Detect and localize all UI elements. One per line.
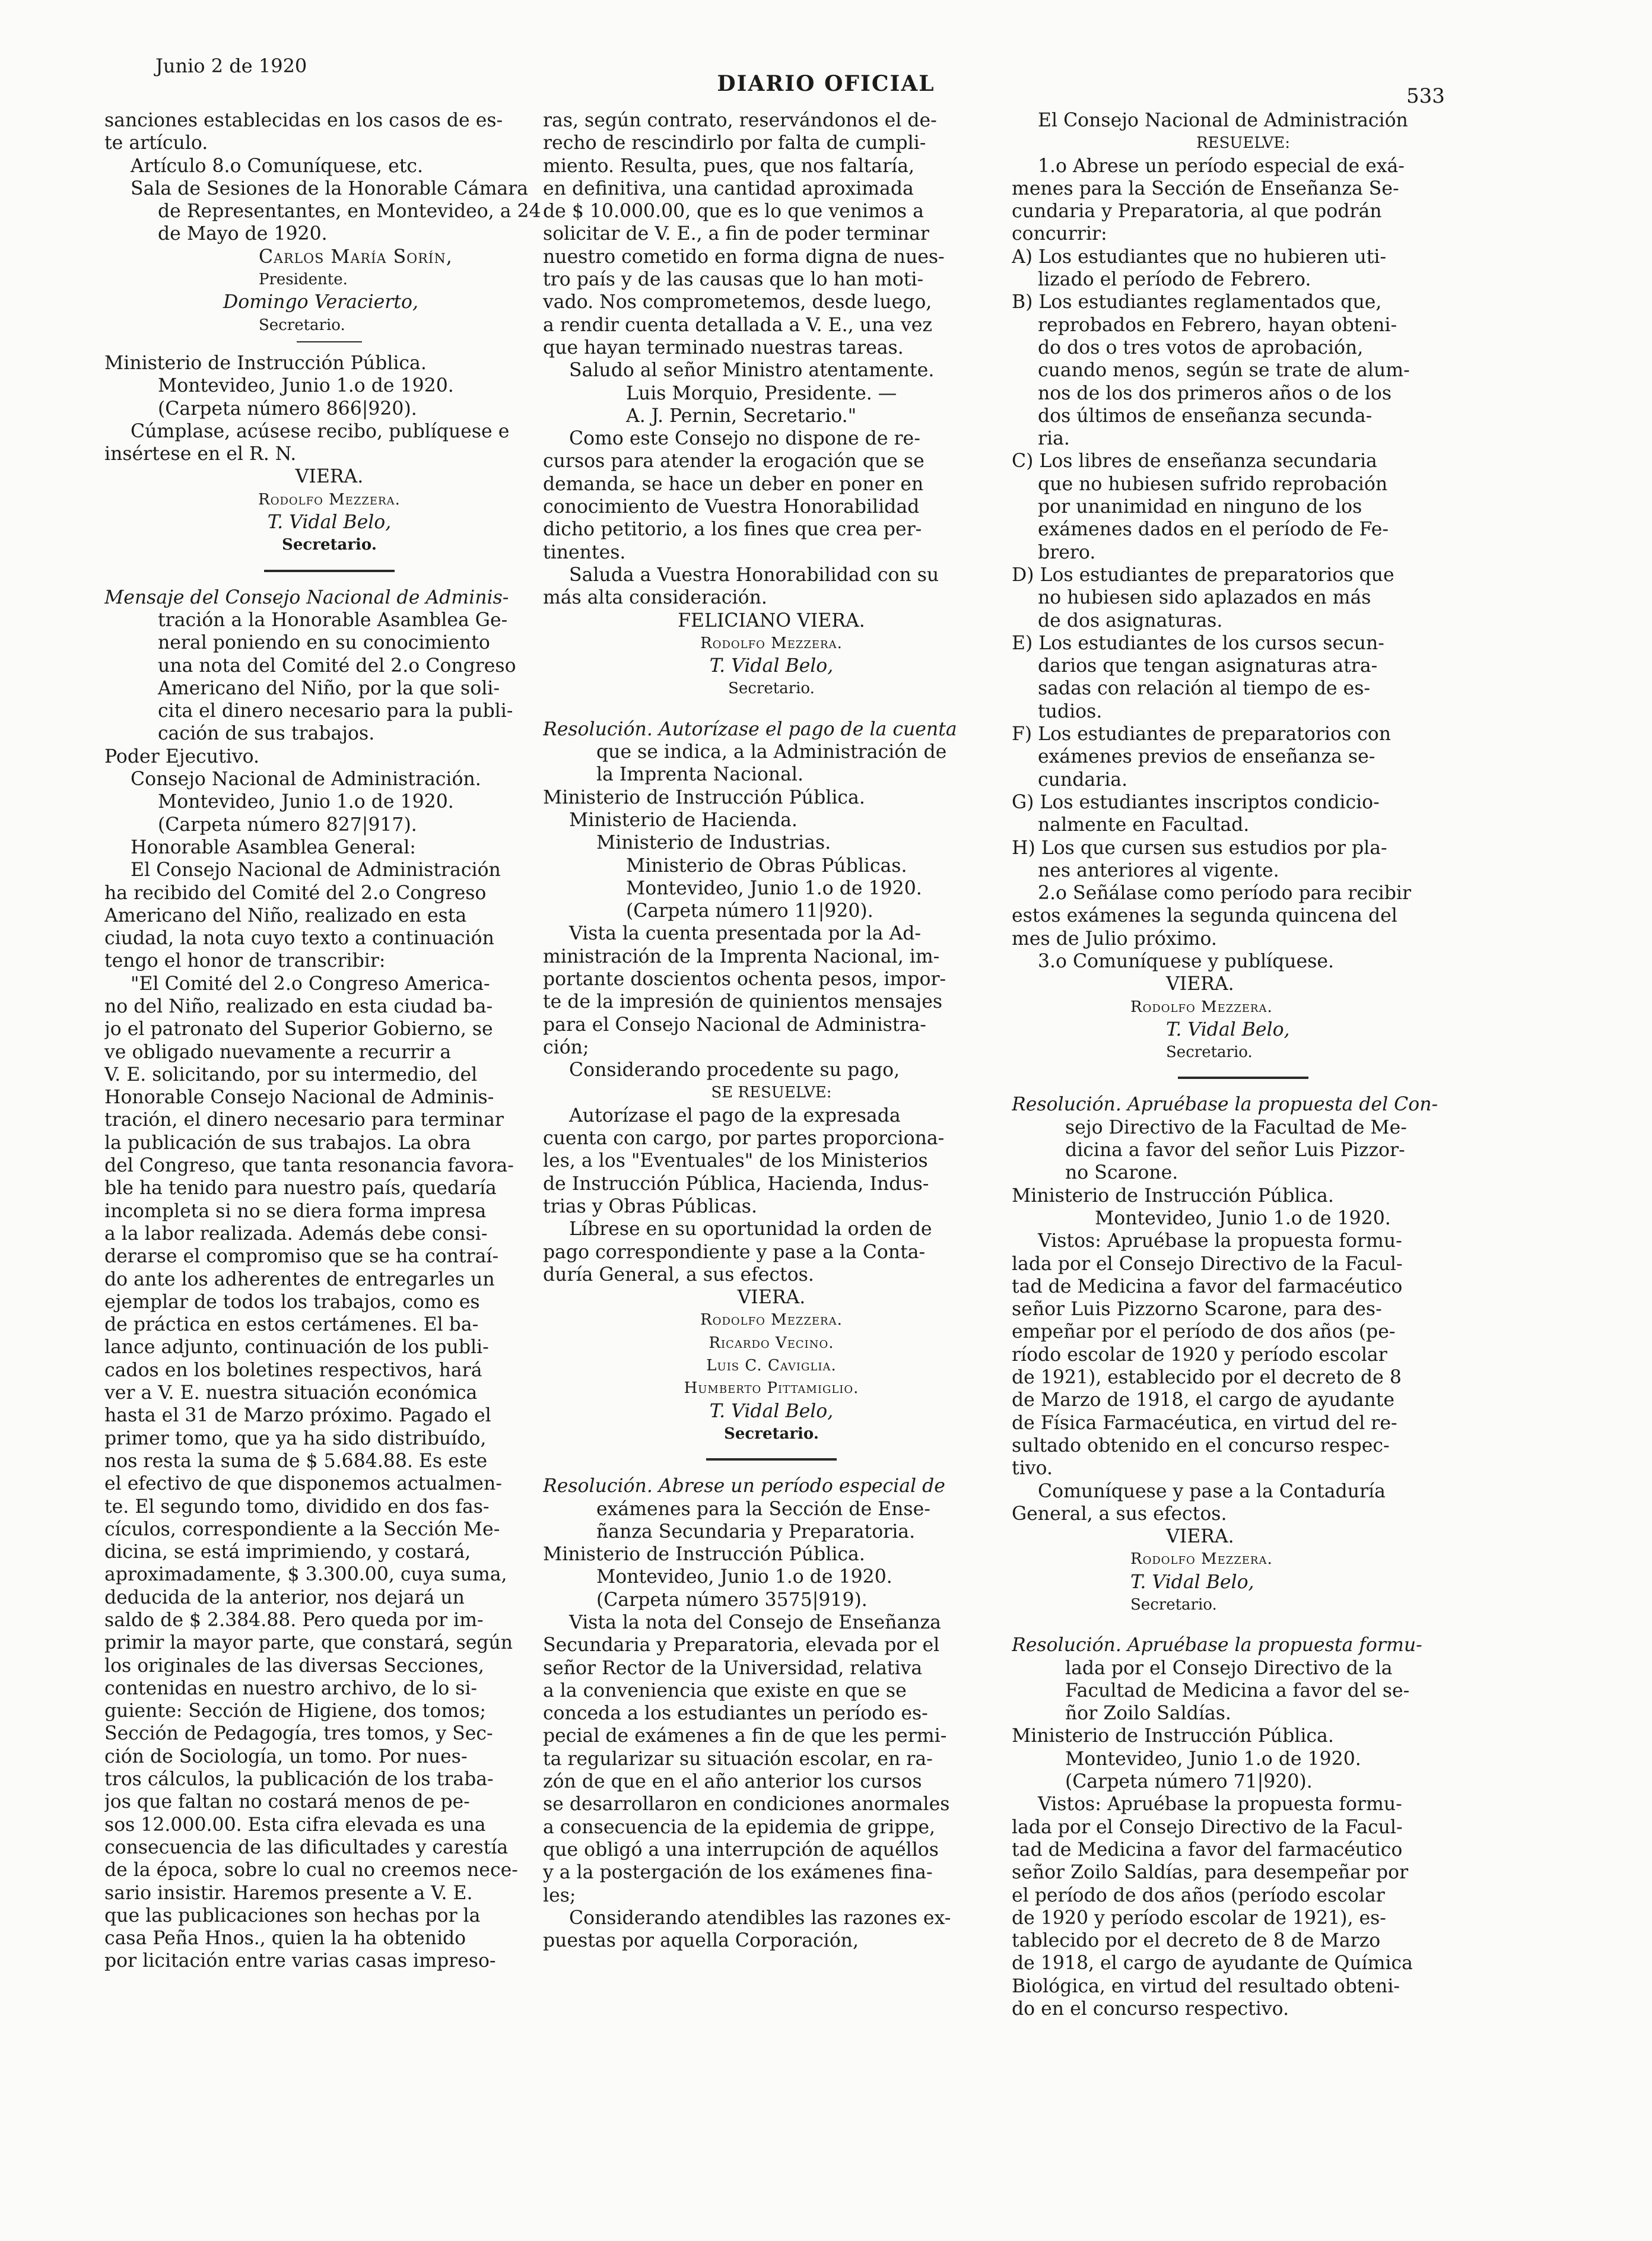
text-line: ejemplar de todos los trabajos, como es: [104, 1291, 480, 1313]
text-line: tración a la Honorable Asamblea Ge-: [158, 609, 508, 631]
text-line: Luis Morquio, Presidente. —: [626, 382, 897, 404]
text-line: señor Luis Pizzorno Scarone, para des-: [1012, 1299, 1382, 1321]
text-line: cundaria.: [1038, 769, 1128, 791]
text-line: Saluda a Vuestra Honorabilidad con su: [569, 564, 939, 586]
masthead-title: DIARIO OFICIAL: [717, 71, 935, 96]
text-line: Honorable Consejo Nacional de Adminis-: [104, 1087, 494, 1109]
text-line: Secretario.: [724, 1424, 819, 1443]
text-line: jo el patronato del Superior Gobierno, se: [104, 1018, 493, 1040]
text-line: empeñar por el período de dos años (pe-: [1012, 1321, 1396, 1343]
text-line: sultado obtenido en el concurso respec-: [1012, 1434, 1390, 1456]
text-line: hasta el 31 de Marzo próximo. Pagado el: [104, 1405, 491, 1427]
page-number: 533: [1406, 84, 1445, 108]
text-line: ble ha tenido para nuestro país, quedaría: [104, 1177, 497, 1199]
text-line: los originales de las diversas Secciones,: [104, 1655, 484, 1677]
text-line: que obligó a una interrupción de aquéllos: [543, 1839, 939, 1861]
text-line: ñanza Secundaria y Preparatoria.: [596, 1521, 916, 1542]
text-line: ríodo escolar de 1920 y período escolar: [1012, 1344, 1387, 1366]
text-line: la publicación de sus trabajos. La obra: [104, 1132, 471, 1154]
text-line: guiente: Sección de Higiene, dos tomos;: [104, 1700, 486, 1722]
section-spacer: [1012, 1616, 1475, 1634]
text-line: neral poniendo en su conocimiento: [158, 632, 490, 654]
text-line: Ministerio de Instrucción Pública.: [543, 1544, 865, 1566]
text-line: Secretario.: [282, 536, 377, 554]
text-line: F) Los estudiantes de preparatorios con: [1012, 723, 1392, 745]
text-line: cuando menos, según se trate de alum-: [1038, 360, 1410, 382]
text-line: estos exámenes la segunda quincena del: [1012, 905, 1397, 927]
text-line: brero.: [1038, 541, 1096, 563]
text-line: ver a V. E. nuestra situación económica: [104, 1382, 478, 1404]
text-line: primir la mayor parte, que constará, según: [104, 1632, 513, 1654]
text-line: Ricardo Vecino.: [709, 1334, 834, 1352]
text-line: Americano del Niño, realizado en esta: [104, 904, 467, 926]
text-line: 2.o Señálase como período para recibir: [1038, 883, 1412, 904]
text-line: Rodolfo Mezzera.: [700, 1311, 843, 1329]
text-line: Resolución. Autorízase el pago de la cuenta: [543, 718, 957, 740]
text-line: tros cálculos, la publicación de los traba-: [104, 1769, 494, 1791]
text-line: incompleta si no se diera forma impresa: [104, 1200, 487, 1222]
text-line: saldo de $ 2.384.88. Pero queda por im-: [104, 1610, 484, 1631]
text-line: tro país y de las causas que lo han moti-: [543, 269, 924, 291]
text-line: el período de dos años (período escolar: [1012, 1884, 1385, 1906]
text-line: de 1918, el cargo de ayudante de Química: [1012, 1953, 1413, 1975]
text-line: nos de los dos primeros años o de los: [1038, 382, 1392, 404]
text-line: Ministerio de Industrias.: [596, 832, 831, 854]
text-line: por licitación entre varias casas impreso-: [104, 1950, 496, 1972]
text-line: recho de rescindirlo por falta de cumpli-: [543, 132, 926, 154]
text-line: aproximadamente, $ 3.300.00, cuya suma,: [104, 1564, 507, 1586]
text-line: "El Comité del 2.o Congreso America-: [131, 973, 490, 995]
text-line: de 1920 y período escolar de 1921), es-: [1012, 1907, 1386, 1929]
text-line: cados en los boletines respectivos, hará: [104, 1359, 482, 1381]
text-line: A. J. Pernin, Secretario.": [626, 405, 857, 427]
text-line: Secretario.: [1130, 1596, 1217, 1614]
text-line: (Carpeta número 827|917).: [158, 814, 417, 836]
text-line: no hubiesen sido aplazados en más: [1038, 587, 1371, 609]
text-line: Líbrese en su oportunidad la orden de: [569, 1218, 932, 1240]
text-line: que hayan terminado nuestras tareas.: [543, 337, 904, 358]
text-line: puestas por aquella Corporación,: [543, 1930, 859, 1952]
text-line: Domingo Veracierto,: [223, 291, 418, 313]
text-line: consecuencia de las dificultades y carestía: [104, 1836, 509, 1858]
text-line: una nota del Comité del 2.o Congreso: [158, 655, 516, 677]
text-line: ción de Sociología, un tomo. Por nues-: [104, 1745, 468, 1767]
text-line: Resolución. Abrese un período especial de: [543, 1475, 945, 1497]
text-line: de Física Farmacéutica, en virtud del re-: [1012, 1412, 1397, 1434]
text-line: lada por el Consejo Directivo de la: [1065, 1657, 1393, 1679]
text-line: Mensaje del Consejo Nacional de Adminis-: [104, 586, 509, 608]
text-line: Luis C. Caviglia.: [706, 1357, 837, 1375]
text-line: conceda a los estudiantes un período es-: [543, 1703, 928, 1725]
text-line: vado. Nos comprometemos, desde luego,: [543, 291, 932, 313]
text-line: reprobados en Febrero, hayan obteni-: [1038, 314, 1397, 336]
issue-date: Junio 2 de 1920: [155, 55, 307, 77]
text-line: Montevideo, Junio 1.o de 1920.: [158, 375, 454, 397]
text-line: tudios.: [1038, 700, 1103, 722]
text-line: sejo Directivo de la Facultad de Me-: [1065, 1116, 1407, 1138]
text-line: te de la impresión de quinientos mensajes: [543, 991, 943, 1013]
text-line: miento. Resulta, pues, que nos faltaría,: [543, 155, 915, 177]
text-line: VIERA.: [737, 1287, 806, 1309]
text-line: pago correspondiente y pase a la Conta-: [543, 1241, 926, 1263]
text-line: trias y Obras Públicas.: [543, 1195, 757, 1217]
text-line: sario insistir. Haremos presente a V. E.: [104, 1882, 473, 1904]
text-line: les, a los "Eventuales" de los Ministerios: [543, 1150, 928, 1172]
text-line: a rendir cuenta detallada a V. E., una vez: [543, 314, 933, 336]
column-right: [1012, 109, 1475, 2020]
text-line: dicina, se está imprimiendo, y costará,: [104, 1541, 471, 1563]
text-line: nalmente en Facultad.: [1038, 814, 1250, 836]
text-line: te. El segundo tomo, dividido en dos fas-: [104, 1496, 490, 1518]
text-line: (Carpeta número 71|920).: [1065, 1771, 1313, 1793]
text-line: Considerando atendibles las razones ex-: [569, 1907, 951, 1929]
text-line: Cúmplase, acúsese recibo, publíquese e: [131, 420, 510, 442]
text-line: Sala de Sesiones de la Honorable Cámara: [131, 177, 529, 199]
section-divider: [297, 341, 362, 342]
text-line: Consejo Nacional de Administración.: [131, 769, 481, 791]
text-line: señor Rector de la Universidad, relativa: [543, 1657, 923, 1679]
text-line: Resolución. Apruébase la propuesta del Con-: [1012, 1094, 1438, 1116]
text-line: en definitiva, una cantidad aproximada: [543, 177, 914, 199]
text-line: cundaria y Preparatoria, al que podrán: [1012, 201, 1382, 223]
text-line: Comuníquese y pase a la Contaduría: [1038, 1480, 1386, 1502]
text-line: Rodolfo Mezzera.: [258, 490, 401, 509]
text-line: contenidas en nuestro archivo, de lo si-: [104, 1677, 478, 1699]
text-line: Carlos María Sorín,: [259, 246, 453, 268]
text-line: 1.o Abrese un período especial de exá-: [1038, 155, 1405, 177]
text-line: Presidente.: [259, 271, 348, 289]
text-line: VIERA.: [1166, 1526, 1234, 1548]
text-line: Ministerio de Instrucción Pública.: [104, 352, 427, 374]
text-line: pecial de exámenes a fin de que les permi-: [543, 1725, 947, 1747]
text-line: ria.: [1038, 428, 1070, 450]
text-line: Humberto Pittamiglio.: [684, 1379, 859, 1398]
text-line: cación de sus trabajos.: [158, 723, 375, 745]
text-line: V. E. solicitando, por su intermedio, del: [104, 1064, 478, 1085]
text-line: señor Zoilo Saldías, para desempeñar por: [1012, 1862, 1409, 1884]
text-line: VIERA.: [295, 466, 364, 488]
text-line: sanciones establecidas en los casos de es-: [104, 110, 503, 131]
text-line: FELICIANO VIERA.: [678, 610, 865, 631]
text-line: ras, según contrato, reservándonos el de-: [543, 110, 937, 131]
text-line: derarse el compromiso que se ha contraí-: [104, 1246, 499, 1268]
text-line: duría General, a sus efectos.: [543, 1264, 814, 1285]
section-spacer: [543, 700, 1000, 718]
text-line: lance adjunto, continuación de los publi-: [104, 1337, 489, 1358]
text-line: Ministerio de Instrucción Pública.: [543, 786, 865, 808]
text-line: (Carpeta número 3575|919).: [596, 1589, 868, 1611]
text-line: T. Vidal Belo,: [267, 512, 392, 534]
text-line: sadas con relación al tiempo de es-: [1038, 678, 1371, 700]
column-middle: [543, 109, 1000, 1952]
text-line: primer tomo, que ya ha sido distribuído,: [104, 1427, 487, 1449]
text-line: ción;: [543, 1036, 589, 1058]
text-line: exámenes para la Sección de Ense-: [596, 1498, 930, 1520]
text-line: que se indica, a la Administración de: [596, 741, 947, 763]
text-line: tad de Medicina a favor del farmacéutico: [1012, 1839, 1403, 1861]
text-line: darios que tengan asignaturas atra-: [1038, 655, 1378, 677]
text-line: RESUELVE:: [1196, 134, 1290, 153]
text-line: ha recibido del Comité del 2.o Congreso: [104, 882, 487, 904]
text-line: Americano del Niño, por la que soli-: [158, 677, 500, 699]
text-line: do en el concurso respectivo.: [1012, 1998, 1289, 2020]
text-line: demanda, se hace un deber en poner en: [543, 473, 924, 495]
text-line: Resolución. Apruébase la propuesta formu-: [1012, 1634, 1422, 1656]
column-left: [104, 109, 554, 1973]
text-line: T. Vidal Belo,: [1130, 1571, 1254, 1593]
text-line: sos 12.000.00. Esta cifra elevada es una: [104, 1814, 486, 1836]
text-line: solicitar de V. E., a fin de poder terminar: [543, 223, 929, 245]
text-line: B) Los estudiantes reglamentados que,: [1012, 291, 1382, 313]
text-line: do ante los adherentes de entregarles un: [104, 1268, 495, 1290]
text-line: de Instrucción Pública, Hacienda, Indus-: [543, 1173, 929, 1195]
text-line: de $ 10.000.00, que es lo que venimos a: [543, 201, 924, 223]
text-line: Montevideo, Junio 1.o de 1920.: [158, 791, 454, 813]
text-line: concurrir:: [1012, 223, 1107, 245]
text-line: menes para la Sección de Enseñanza Se-: [1012, 177, 1399, 199]
text-line: General, a sus efectos.: [1012, 1503, 1227, 1525]
text-line: tración, el dinero necesario para terminar: [104, 1109, 504, 1131]
text-line: ve obligado nuevamente a recurrir a: [104, 1041, 452, 1063]
text-line: El Consejo Nacional de Administración: [131, 859, 501, 881]
text-line: Biológica, en virtud del resultado obteni-: [1012, 1975, 1400, 1997]
text-line: lada por el Consejo Directivo de la Facul-: [1012, 1816, 1403, 1838]
section-divider: [706, 1458, 837, 1461]
text-line: Vistos: Apruébase la propuesta formu-: [1038, 1794, 1402, 1815]
text-line: VIERA.: [1166, 973, 1234, 995]
text-line: tivo.: [1012, 1458, 1053, 1480]
text-line: de Representantes, en Montevideo, a 24: [158, 201, 541, 223]
text-line: dos últimos de enseñanza secunda-: [1038, 405, 1373, 427]
text-line: Montevideo, Junio 1.o de 1920.: [626, 877, 922, 899]
text-line: Sección de Pedagogía, tres tomos, y Sec-: [104, 1723, 493, 1745]
text-line: no del Niño, realizado en esta ciudad ba-: [104, 995, 493, 1017]
text-line: SE RESUELVE:: [711, 1084, 832, 1102]
text-line: Rodolfo Mezzera.: [700, 634, 843, 652]
text-line: para el Consejo Nacional de Administra-: [543, 1014, 926, 1036]
text-line: A) Los estudiantes que no hubieren uti-: [1012, 246, 1387, 268]
text-line: 3.o Comuníquese y publíquese.: [1038, 950, 1335, 972]
text-line: T. Vidal Belo,: [709, 655, 834, 677]
text-line: la Imprenta Nacional.: [596, 764, 803, 786]
text-line: a la labor realizada. Además debe consi-: [104, 1223, 488, 1245]
text-line: ñor Zoilo Saldías.: [1065, 1703, 1231, 1725]
text-line: Honorable Asamblea General:: [131, 836, 416, 858]
section-divider: [1178, 1077, 1308, 1079]
text-line: mes de Julio próximo.: [1012, 928, 1217, 950]
text-line: G) Los estudiantes inscriptos condicio-: [1012, 791, 1380, 813]
text-line: El Consejo Nacional de Administración: [1038, 110, 1408, 131]
text-line: deducida de la anterior, nos dejará un: [104, 1586, 465, 1608]
text-line: cículos, correspondiente a la Sección Me-: [104, 1518, 500, 1540]
text-line: de 1921), establecido por el decreto de 8: [1012, 1367, 1402, 1389]
text-line: tablecido por el decreto de 8 de Marzo: [1012, 1930, 1381, 1952]
text-line: cuenta con cargo, por partes proporciona-: [543, 1128, 945, 1150]
text-line: zón de que en el año anterior los cursos: [543, 1771, 922, 1793]
text-line: a la conveniencia que existe en que se: [543, 1680, 907, 1702]
text-line: E) Los estudiantes de los cursos secun-: [1012, 632, 1384, 654]
text-line: Considerando procedente su pago,: [569, 1059, 900, 1081]
text-line: Ministerio de Instrucción Pública.: [1012, 1725, 1334, 1747]
text-line: ciudad, la nota cuyo texto a continuación: [104, 928, 494, 950]
text-line: del Congreso, que tanta resonancia favora-: [104, 1155, 514, 1177]
text-line: no Scarone.: [1065, 1162, 1178, 1184]
text-line: Ministerio de Hacienda.: [569, 809, 798, 831]
text-line: Vistos: Apruébase la propuesta formu-: [1038, 1230, 1402, 1252]
text-line: de dos asignaturas.: [1038, 610, 1223, 631]
text-line: T. Vidal Belo,: [1166, 1018, 1290, 1040]
text-line: cita el dinero necesario para la publi-: [158, 700, 513, 722]
text-line: H) Los que cursen sus estudios por pla-: [1012, 837, 1387, 859]
text-line: Facultad de Medicina a favor del se-: [1065, 1680, 1410, 1702]
text-line: Montevideo, Junio 1.o de 1920.: [1065, 1748, 1361, 1770]
text-line: Montevideo, Junio 1.o de 1920.: [596, 1566, 892, 1588]
text-line: Ministerio de Obras Públicas.: [626, 855, 907, 877]
text-line: por unanimidad en ninguno de los: [1038, 496, 1362, 518]
text-line: Como este Consejo no dispone de re-: [569, 428, 920, 450]
text-line: tad de Medicina a favor del farmacéutico: [1012, 1275, 1403, 1297]
section-divider: [264, 570, 395, 572]
text-line: el efectivo de que disponemos actualmen-: [104, 1473, 502, 1495]
text-line: exámenes dados en el período de Fe-: [1038, 519, 1389, 541]
text-line: Montevideo, Junio 1.o de 1920.: [1095, 1207, 1391, 1229]
text-line: ta regularizar su situación escolar, en ra-: [543, 1748, 933, 1770]
text-line: dicina a favor del señor Luis Pizzor-: [1065, 1139, 1405, 1161]
text-line: Rodolfo Mezzera.: [1130, 1550, 1273, 1569]
text-line: insértese en el R. N.: [104, 443, 297, 465]
text-line: les;: [543, 1884, 576, 1906]
text-line: exámenes previos de enseñanza se-: [1038, 746, 1375, 768]
text-line: nuestro cometido en forma digna de nues-: [543, 246, 945, 268]
text-line: Secretario.: [1166, 1043, 1253, 1062]
text-line: Secretario.: [728, 680, 815, 698]
text-line: que no hubiesen sufrido reprobación: [1038, 473, 1388, 495]
text-line: (Carpeta número 11|920).: [626, 900, 873, 922]
text-line: y a la postergación de los exámenes fina-: [543, 1862, 933, 1884]
text-line: de Mayo de 1920.: [158, 223, 328, 245]
text-line: C) Los libres de enseñanza secundaria: [1012, 450, 1377, 472]
text-line: Autorízase el pago de la expresada: [569, 1104, 901, 1126]
text-line: de práctica en estos certámenes. El ba-: [104, 1314, 479, 1336]
text-line: Secretario.: [259, 316, 345, 334]
text-line: D) Los estudiantes de preparatorios que: [1012, 564, 1394, 586]
text-line: Poder Ejecutivo.: [104, 745, 260, 767]
text-line: se desarrollaron en condiciones anormales: [543, 1794, 950, 1815]
text-line: lizado el período de Febrero.: [1038, 269, 1311, 291]
text-line: ministración de la Imprenta Nacional, im-: [543, 945, 940, 967]
text-line: jos que faltan no costará menos de pe-: [104, 1791, 470, 1813]
text-line: Ministerio de Instrucción Pública.: [1012, 1185, 1334, 1207]
text-line: Vista la nota del Consejo de Enseñanza: [569, 1612, 941, 1633]
text-line: Artículo 8.o Comuníquese, etc.: [131, 155, 424, 177]
text-line: más alta consideración.: [543, 587, 767, 609]
text-line: portante doscientos ochenta pesos, impor-: [543, 968, 946, 990]
text-line: te artículo.: [104, 132, 208, 154]
text-line: nes anteriores al vigente.: [1038, 859, 1279, 881]
text-line: tengo el honor de transcribir:: [104, 950, 386, 972]
text-line: de Marzo de 1918, el cargo de ayudante: [1012, 1389, 1395, 1411]
text-line: dicho petitorio, a los fines que crea per-: [543, 519, 922, 541]
text-line: casa Peña Hnos., quien la ha obtenido: [104, 1928, 466, 1950]
text-line: tinentes.: [543, 541, 626, 563]
text-line: a consecuencia de la epidemia de grippe,: [543, 1816, 936, 1838]
text-line: Secundaria y Preparatoria, elevada por el: [543, 1634, 940, 1656]
text-line: Vista la cuenta presentada por la Ad-: [569, 923, 922, 945]
text-line: nos resta la suma de $ 5.684.88. Es este: [104, 1450, 488, 1472]
text-line: T. Vidal Belo,: [709, 1400, 834, 1422]
text-line: cursos para atender la erogación que se: [543, 450, 925, 472]
text-line: (Carpeta número 866|920).: [158, 398, 417, 420]
text-line: que las publicaciones son hechas por la: [104, 1904, 481, 1926]
text-line: lada por el Consejo Directivo de la Facul-: [1012, 1253, 1403, 1275]
text-line: do dos o tres votos de aprobación,: [1038, 337, 1364, 358]
text-line: Saludo al señor Ministro atentamente.: [569, 360, 935, 382]
text-line: de la época, sobre lo cual no creemos nece-: [104, 1859, 518, 1881]
text-line: conocimiento de Vuestra Honorabilidad: [543, 496, 920, 518]
text-line: Rodolfo Mezzera.: [1130, 998, 1273, 1016]
